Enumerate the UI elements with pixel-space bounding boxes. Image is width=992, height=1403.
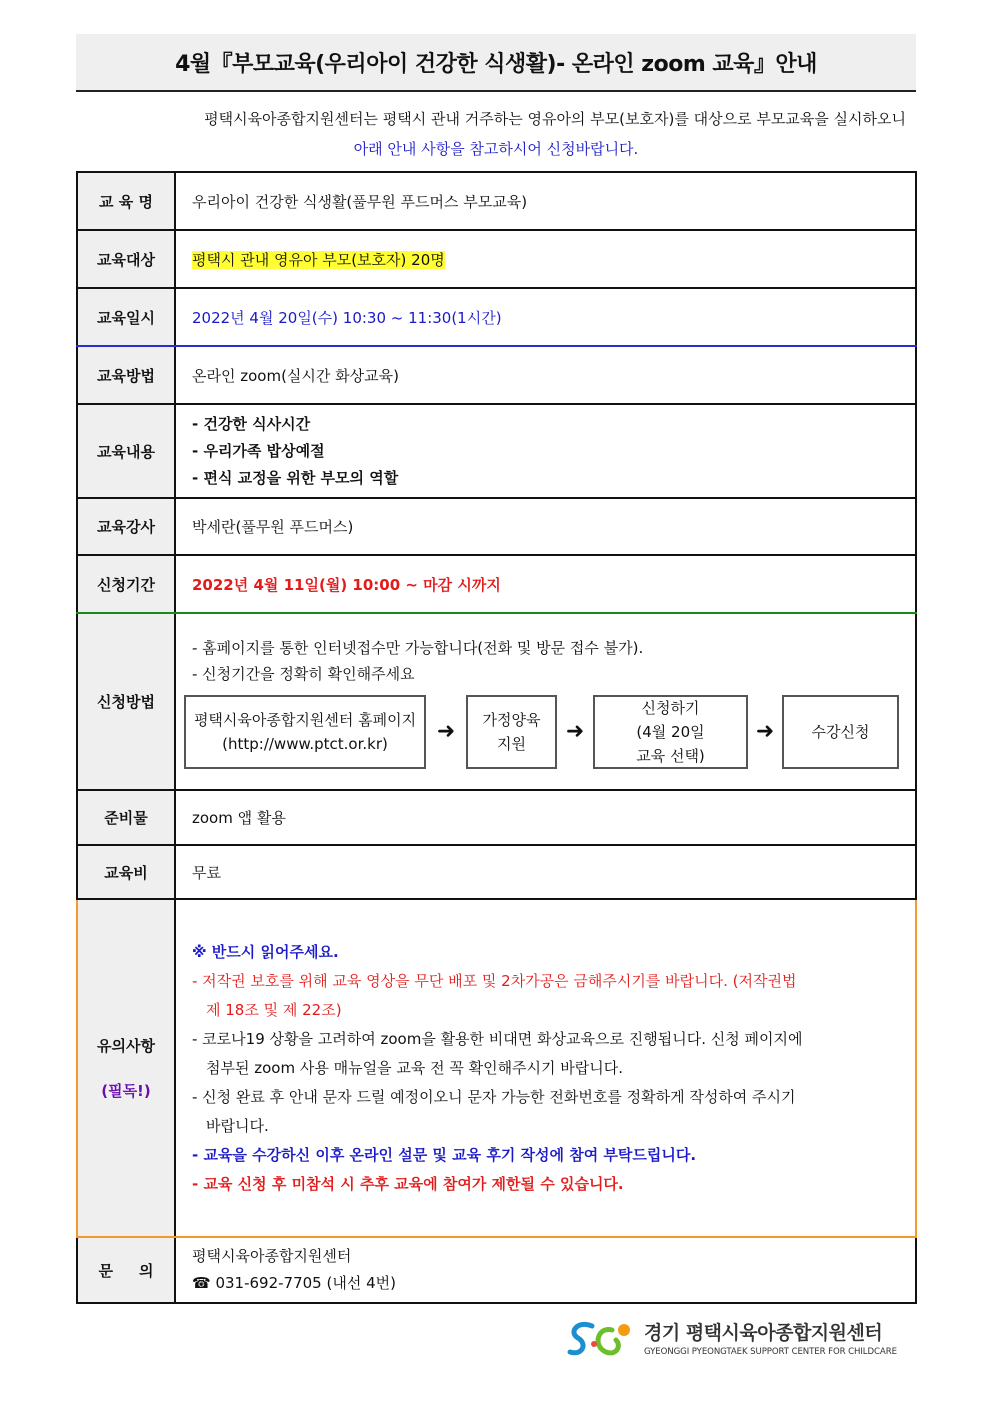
label-date: 교육일시 xyxy=(77,288,175,346)
row-content xyxy=(77,404,916,498)
label-contact: 문 의 xyxy=(77,1237,175,1303)
row-notice xyxy=(77,899,916,1237)
step-apply-line2: (4월 20일 xyxy=(636,722,705,741)
value-apply xyxy=(175,613,916,790)
content-item: - 우리가족 밥상예절 xyxy=(192,441,325,460)
label-notice xyxy=(77,899,175,1237)
notice-item: 제 18조 및 제 22조) xyxy=(206,1000,342,1019)
notice-item: ※ 반드시 읽어주세요. xyxy=(192,942,339,961)
apply-note: - 신청기간을 정확히 확인해주세요 xyxy=(192,664,415,683)
intro-line-1: 평택시육아종합지원센터는 평택시 관내 거주하는 영유아의 부모(보호자)를 대상으로 부모교육을 실시하오니 xyxy=(204,110,906,128)
row-date xyxy=(77,288,916,346)
step-home-care-line1: 가정양육 xyxy=(482,710,541,729)
value-name: 우리아이 건강한 식생활(풀무원 푸드머스 부모교육) xyxy=(175,172,916,230)
value-target-cell xyxy=(175,230,916,288)
label-fee: 교육비 xyxy=(77,845,175,899)
notice-item: - 저작권 보호를 위해 교육 영상을 무단 배포 및 2차가공은 금해주시기를 바랍니다. (저작권법 xyxy=(192,971,797,990)
value-notice xyxy=(175,899,916,1237)
value-contact xyxy=(175,1237,916,1303)
step-homepage-url: (http://www.ptct.or.kr) xyxy=(222,734,388,753)
label-content: 교육내용 xyxy=(77,404,175,498)
step-homepage xyxy=(184,695,426,769)
label-apply: 신청방법 xyxy=(77,613,175,790)
row-supplies xyxy=(77,790,916,845)
step-apply xyxy=(593,695,748,769)
arrow-icon: ➜ xyxy=(565,719,585,744)
notice-sublabel: (필독!) xyxy=(101,1082,151,1100)
label-lecturer: 교육강사 xyxy=(77,498,175,555)
notice-item: - 신청 완료 후 안내 문자 드릴 예정이오니 문자 가능한 전화번호를 정확하게 작성하여 주시기 xyxy=(192,1087,796,1106)
page-title: 4월『부모교육(우리아이 건강한 식생활)- 온라인 zoom 교육』안내 xyxy=(76,34,916,92)
arrow-icon: ➜ xyxy=(755,719,775,744)
notice-item: - 교육 신청 후 미참석 시 추후 교육에 참여가 제한될 수 있습니다. xyxy=(192,1174,624,1193)
content-item: - 편식 교정을 위한 부모의 역할 xyxy=(192,468,399,487)
logo-name-kr: 경기 평택시육아종합지원센터 xyxy=(644,1322,883,1344)
label-method: 교육방법 xyxy=(77,346,175,404)
value-target: 평택시 관내 영유아 부모(보호자) 20명 xyxy=(192,250,445,269)
apply-note: - 홈페이지를 통한 인터넷접수만 가능합니다(전화 및 방문 접수 불가). xyxy=(192,638,644,657)
step-home-care xyxy=(466,695,557,769)
notice-item: - 교육을 수강하신 이후 온라인 설문 및 교육 후기 작성에 참여 부탁드립니다. xyxy=(192,1145,697,1164)
intro xyxy=(76,104,916,164)
value-supplies: zoom 앱 활용 xyxy=(175,790,916,845)
value-date: 2022년 4월 20일(수) 10:30 ~ 11:30(1시간) xyxy=(175,288,916,346)
value-method: 온라인 zoom(실시간 화상교육) xyxy=(175,346,916,404)
row-contact xyxy=(77,1237,916,1303)
row-fee xyxy=(77,845,916,899)
value-content xyxy=(175,404,916,498)
row-lecturer xyxy=(77,498,916,555)
contact-phone: ☎ 031-692-7705 (내선 4번) xyxy=(192,1274,396,1292)
apply-flow xyxy=(184,695,915,769)
logo-mark-icon xyxy=(566,1316,638,1362)
content-item: - 건강한 식사시간 xyxy=(192,414,311,433)
row-target xyxy=(77,230,916,288)
notice-item: - 코로나19 상황을 고려하여 zoom을 활용한 비대면 화상교육으로 진행됩니다. 신청 페이지에 xyxy=(192,1029,803,1048)
row-apply xyxy=(77,613,916,790)
intro-line-2: 아래 안내 사항을 참고하시어 신청바랍니다. xyxy=(353,140,639,158)
value-period: 2022년 4월 11일(월) 10:00 ~ 마감 시까지 xyxy=(175,555,916,613)
notice-item: 바랍니다. xyxy=(206,1116,269,1135)
info-table xyxy=(76,171,917,1304)
notice-label: 유의사항 xyxy=(97,1037,155,1055)
notice-item: 첨부된 zoom 사용 매뉴얼을 교육 전 꼭 확인해주시기 바랍니다. xyxy=(206,1058,624,1077)
footer-logo xyxy=(566,1316,918,1362)
row-method xyxy=(77,346,916,404)
step-apply-line3: 교육 선택) xyxy=(636,746,705,765)
row-period xyxy=(77,555,916,613)
label-target: 교육대상 xyxy=(77,230,175,288)
step-apply-line1: 신청하기 xyxy=(641,698,700,717)
row-name xyxy=(77,172,916,230)
value-lecturer: 박세란(풀무원 푸드머스) xyxy=(175,498,916,555)
step-homepage-label: 평택시육아종합지원센터 홈페이지 xyxy=(193,710,417,729)
label-supplies: 준비물 xyxy=(77,790,175,845)
step-home-care-line2: 지원 xyxy=(497,734,526,753)
arrow-icon: ➜ xyxy=(436,719,456,744)
label-period: 신청기간 xyxy=(77,555,175,613)
label-name: 교 육 명 xyxy=(77,172,175,230)
step-enroll: 수강신청 xyxy=(782,695,899,769)
logo-name-en: GYEONGGI PYEONGTAEK SUPPORT CENTER FOR CHILDCARE xyxy=(644,1347,897,1357)
logo-text xyxy=(644,1318,897,1357)
contact-org: 평택시육아종합지원센터 xyxy=(192,1247,352,1265)
value-fee: 무료 xyxy=(175,845,916,899)
